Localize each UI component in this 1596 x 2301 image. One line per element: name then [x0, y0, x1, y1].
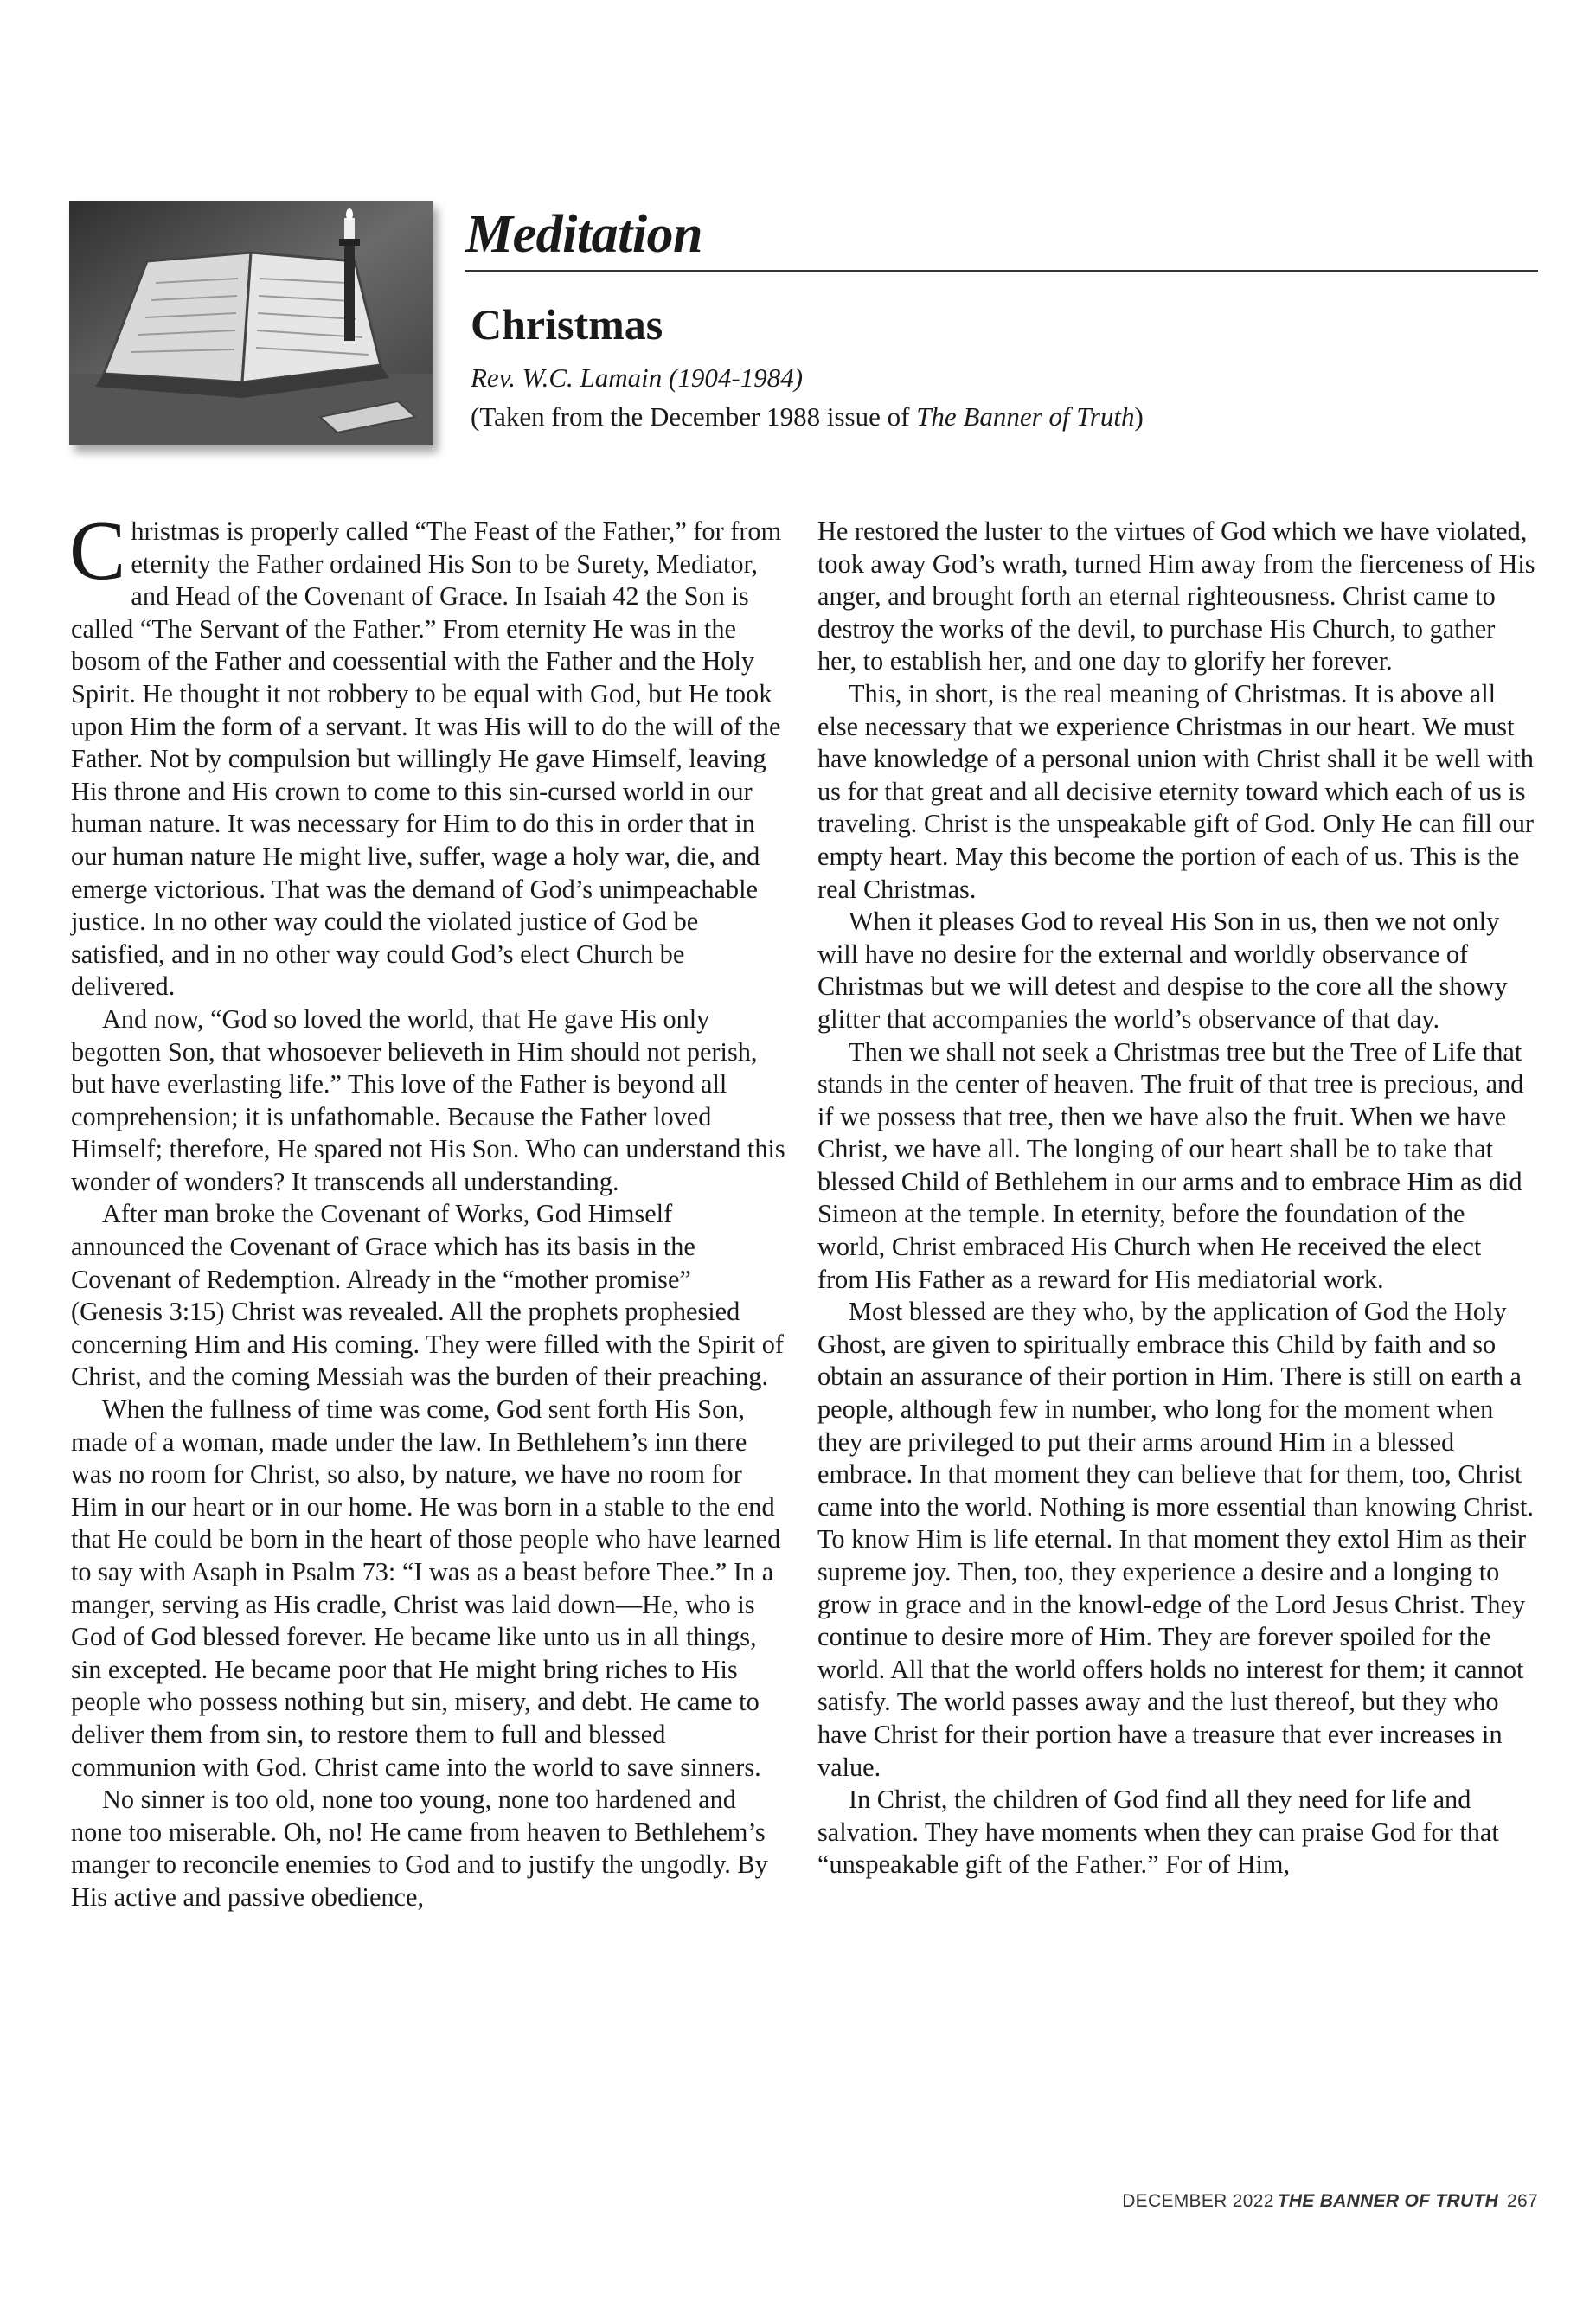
paragraph: Most blessed are they who, by the application of God the Holy Ghost, are given to spiritually embrace this Child by faith and so obtain an assurance of their portion in Him. There is still on earth a people, although few in number, who long for the moment when they are privileged to put their arms around Him in a blessed embrace. In that moment they can believe that for them, too, Christ came into the world. Nothing is more essential than knowing Christ. To know Him is life eternal. In that moment they extol Him as their supreme joy. Then, too, they experience a desire and a longing to grow in grace and in the knowl-edge of the Lord Jesus Christ. They continue to desire more of Him. They are forever spoiled for the world. All that the world offers holds no interest for them; it cannot satisfy. The world passes away and the lust thereof, but they who have Christ for their portion have a treasure that ever increases in value. — [817, 1297, 1534, 1782]
open-bible-photo — [69, 201, 433, 445]
page-number: 267 — [1507, 2191, 1538, 2211]
source-note — [471, 401, 1144, 433]
title-divider — [465, 270, 1538, 272]
paragraph: When it pleases God to reveal His Son in us, then we not only will have no desire for the external and worldly observance of Christmas but we will detest and despise to the core all the showy glitter that accompanies the world’s observance of that day. — [817, 907, 1508, 1034]
paragraph: Then we shall not seek a Christmas tree but the Tree of Life that stands in the center of heaven. The fruit of that tree is precious, and if we possess that tree, then we have also the fruit. When we have Christ, we have all. The longing of our heart shall be to take that blessed Child of Bethlehem in our arms and to embrace Him as did Simeon at the temple. In eternity, before the foundation of the world, Christ embraced His Church when He received the elect from His Father as a reward for His mediatorial work. — [817, 1036, 1524, 1294]
source-suffix: ) — [1134, 401, 1144, 432]
author-byline: Rev. W.C. Lamain (1904-1984) — [471, 362, 804, 393]
article-column-left — [69, 504, 789, 1914]
page-footer — [1122, 2191, 1538, 2212]
paragraph-text: hristmas is properly called “The Feast of the Father,” for from eternity the Father ordained His Son to be Surety, Mediator, and Head of the Covenant of Grace. In Isaiah 42 the Son is called “The Servant of the Father.” From eternity He was in the bosom of the Father and coessential with the Father and the Holy Spirit. He thought it not robbery to be equal with God, but He took upon Him the form of a servant. It was His will to do the will of the Father. Not by compulsion but willingly He gave Himself, leaving His throne and His crown to come to this sin-cursed world in our human nature. It was necessary for Him to do this in order that in our human nature He might live, suffer, wage a holy war, die, and emerge victorious. That was the demand of God’s unimpeachable justice. In no other way could the violated justice of God be satisfied, and in no other way could God’s elect Church be delivered. — [71, 516, 782, 1002]
paragraph: In Christ, the children of God find all they need for life and salvation. They have moments when they can praise God for that “unspeakable gift of the Father.” For of Him, — [817, 1785, 1499, 1880]
paragraph: And now, “God so loved the world, that He gave His only begotten Son, that whosoever believeth in Him should not perish, but have everlasting life.” This love of the Father is beyond all comprehension; it is unfathomable. Because the Father loved Himself; therefore, He spared not His Son. Who can understand this wonder of wonders? It transcends all understanding. — [71, 1003, 785, 1196]
open-bible-icon — [69, 201, 433, 445]
footer-publication: THE BANNER OF TRUTH — [1277, 2191, 1499, 2211]
article-column-right — [817, 516, 1535, 1881]
paragraph: He restored the luster to the virtues of God which we have violated, took away God’s wrath, turned Him away from the fierceness of His anger, and brought forth an eternal righteousness. Christ came to destroy the works of the devil, to purchase His Church, to gather her, to establish her, and one day to glorify her forever. — [817, 516, 1535, 676]
source-publication: The Banner of Truth — [916, 401, 1135, 432]
paragraph: This, in short, is the real meaning of Christmas. It is above all else necessary that we experience Christmas in our heart. We must have knowledge of a personal union with Christ shall it be well with us for that great and all decisive eternity toward which each of us is traveling. Christ is the unspeakable gift of God. Only He can fill our empty heart. May this become the portion of each of us. This is the real Christmas. — [817, 678, 1534, 904]
paragraph — [69, 504, 789, 1003]
paragraph: No sinner is too old, none too young, none too hardened and none too miserable. Oh, no! He came from heaven to Bethlehem’s manger to reconcile enemies to God and to justify the ungodly. By His active and passive obedience, — [71, 1785, 768, 1912]
paragraph: After man broke the Covenant of Works, God Himself announced the Covenant of Grace which has its basis in the Covenant of Redemption. Already in the “mother promise” (Genesis 3:15) Christ was revealed. All the prophets prophesied concerning Him and His coming. They were filled with the Spirit of Christ, and the coming Messiah was the burden of their preaching. — [71, 1199, 785, 1392]
drop-cap: C — [69, 504, 126, 598]
source-prefix: (Taken from the December 1988 issue of — [471, 401, 917, 432]
paragraph: When the fullness of time was come, God sent forth His Son, made of a woman, made under the law. In Bethlehem’s inn there was no room for Christ, so also, by nature, we have no room for Him in our heart or in our home. He was born in a stable to the end that He could be born in the heart of those people who have learned to say with Asaph in Psalm 73: “I was as a beast before Thee.” In a manger, serving as His cradle, Christ was laid down—He, who is God of God blessed forever. He became like unto us in all things, sin excepted. He became poor that He might bring riches to His people who possess nothing but sin, misery, and debt. He came to deliver them from sin, to restore them to full and blessed communion with God. Christ came into the world to save sinners. — [71, 1394, 781, 1782]
footer-issue: DECEMBER 2022 — [1122, 2191, 1274, 2211]
section-title: Meditation — [465, 205, 703, 264]
article-title: Christmas — [471, 300, 663, 349]
